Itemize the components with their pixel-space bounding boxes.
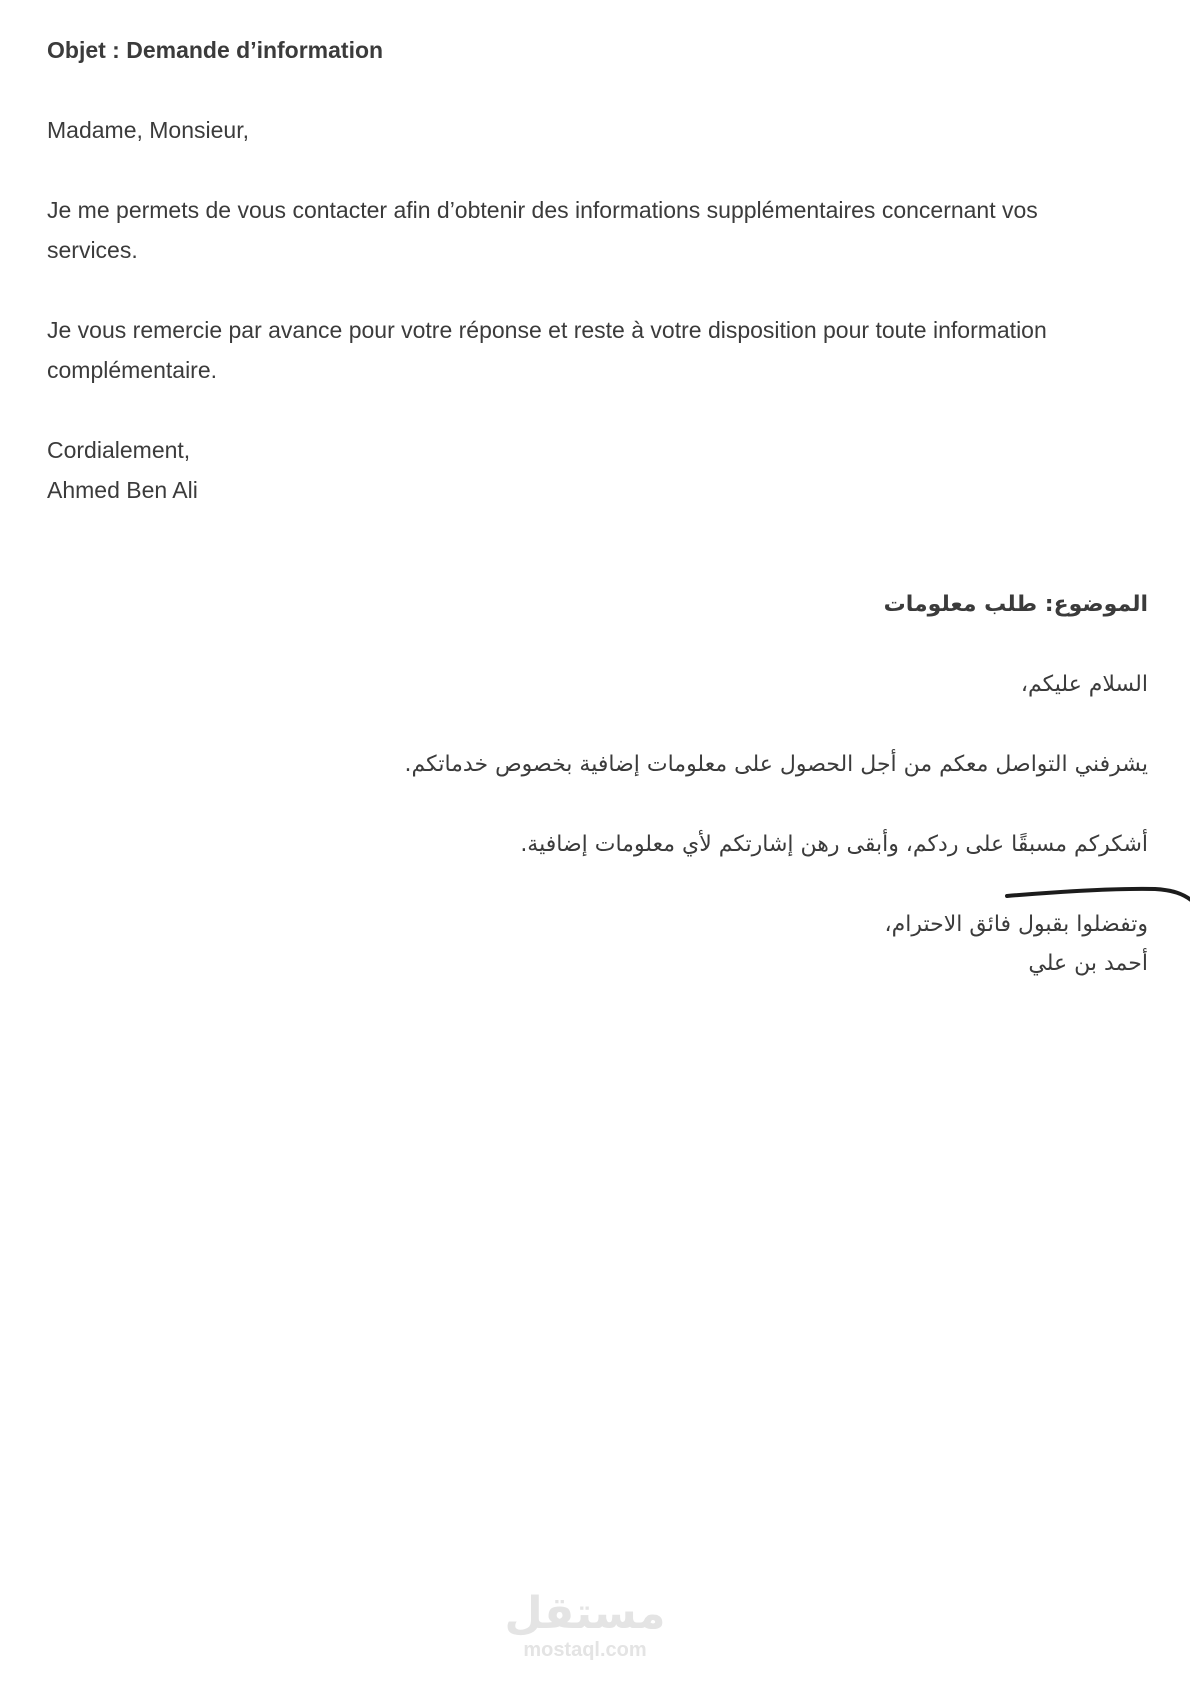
arabic-greeting: السلام عليكم، bbox=[1020, 672, 1148, 697]
french-subject: Objet : Demande d’information bbox=[47, 37, 384, 63]
arabic-paragraph-2: أشكركم مسبقًا على ردكم، وأبقى رهن إشارتكم لأي معلومات إضافية. bbox=[520, 832, 1148, 857]
watermark-arabic-logo: مستقل bbox=[504, 1588, 666, 1639]
handwritten-stroke bbox=[1005, 880, 1190, 910]
french-greeting: Madame, Monsieur, bbox=[47, 117, 249, 143]
watermark-url: mostaql.com bbox=[523, 1639, 647, 1661]
arabic-letter bbox=[68, 585, 1148, 983]
mostaql-watermark bbox=[485, 1590, 685, 1662]
french-paragraph-1: Je me permets de vous contacter afin d’obtenir des informations supplémentaires concernant vos services. bbox=[47, 197, 1038, 263]
arabic-paragraph-1: يشرفني التواصل معكم من أجل الحصول على معلومات إضافية بخصوص خدماتكم. bbox=[404, 752, 1148, 777]
arabic-subject: الموضوع: طلب معلومات bbox=[883, 592, 1148, 617]
french-paragraph-2: Je vous remercie par avance pour votre réponse et reste à votre disposition pour toute information complémentaire. bbox=[47, 317, 1047, 383]
french-signature: Ahmed Ben Ali bbox=[47, 477, 198, 503]
arabic-signature: أحمد بن علي bbox=[1028, 951, 1148, 976]
french-closing: Cordialement, bbox=[47, 437, 191, 463]
arabic-closing: وتفضلوا بقبول فائق الاحترام، bbox=[884, 912, 1148, 937]
french-letter bbox=[47, 30, 1127, 510]
